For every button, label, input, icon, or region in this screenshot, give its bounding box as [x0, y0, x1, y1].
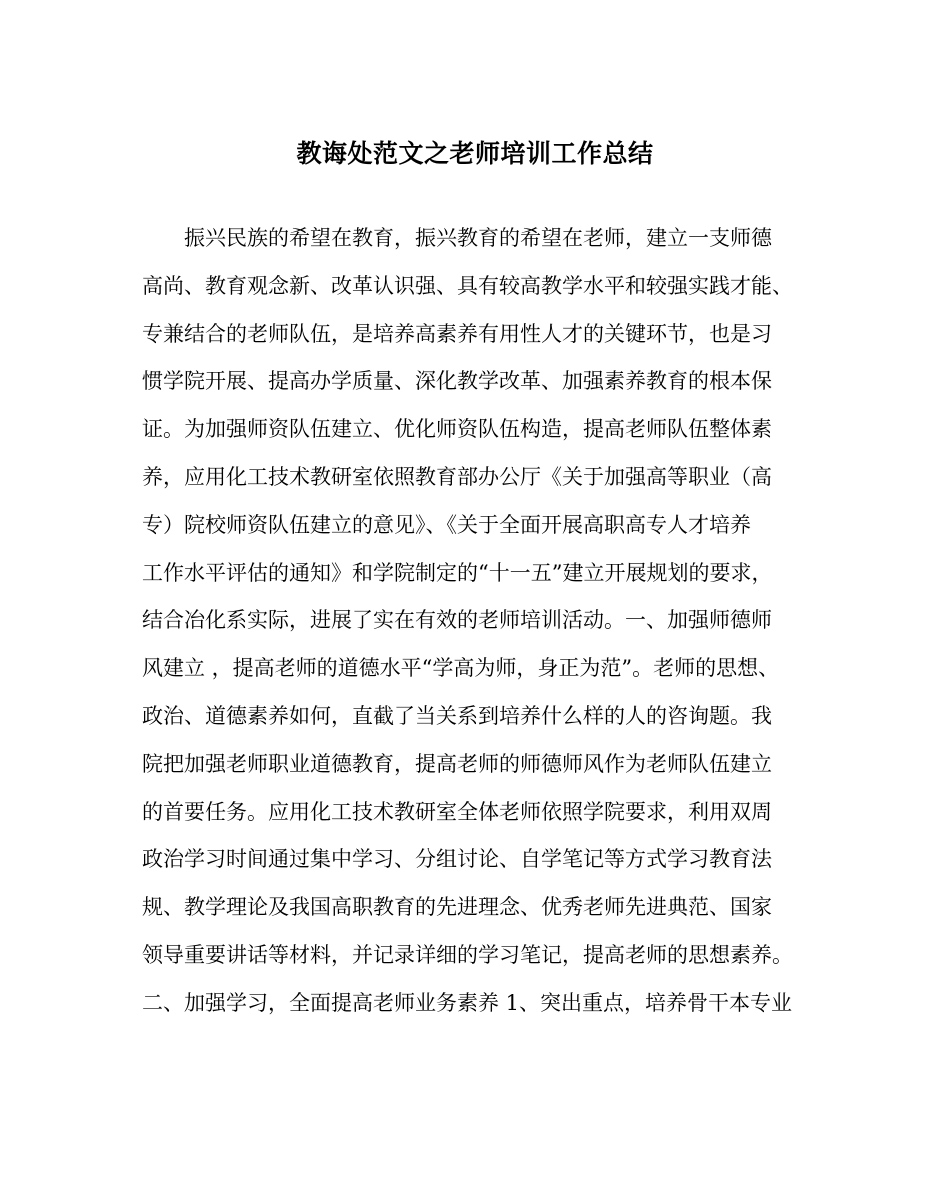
- text-line: 二、加强学习，全面提高老师业务素养 1、突出重点，培养骨干本专业: [142, 990, 793, 1015]
- text-line: 结合冶化系实际，进展了实在有效的老师培训活动。一、加强师德师: [142, 608, 772, 633]
- text-line: 养，应用化工技术教研室依照教育部办公厅《关于加强高等职业（高: [142, 464, 772, 489]
- text-line: 工作水平评估的通知》和学院制定的“十一五”建立开展规划的要求，: [142, 560, 773, 585]
- text-line: 政治学习时间通过集中学习、分组讨论、自学笔记等方式学习教育法: [142, 847, 772, 872]
- text-line: 政治、道德素养如何，直截了当关系到培养什么样的人的咨询题。我: [142, 703, 772, 728]
- text-line: 领导重要讲话等材料，并记录详细的学习笔记，提高老师的思想素养。: [142, 942, 793, 967]
- text-line: 院把加强老师职业道德教育，提高老师的师德师风作为老师队伍建立: [142, 751, 772, 776]
- text-line: 惯学院开展、提高办学质量、深化教学改革、加强素养教育的根本保: [142, 369, 772, 394]
- text-line: 专兼结合的老师队伍，是培养高素养有用性人才的关键环节，也是习: [142, 321, 772, 346]
- document-title: 教诲处范文之老师培训工作总结: [296, 139, 654, 168]
- text-line: 证。为加强师资队伍建立、优化师资队伍构造，提高老师队伍整体素: [142, 417, 772, 442]
- text-line: 专）院校师资队伍建立的意见》、《关于全面开展高职高专人才培养: [142, 512, 751, 537]
- document-body: [142, 218, 842, 1031]
- text-line: 的首要任务。应用化工技术教研室全体老师依照学院要求，利用双周: [142, 799, 772, 824]
- text-line: 风建立 ，提高老师的道德水平“学高为师，身正为范”。老师的思想、: [142, 656, 780, 681]
- text-line: 规、教学理论及我国高职教育的先进理念、优秀老师先进典范、国家: [142, 895, 772, 920]
- text-line: 振兴民族的希望在教育，振兴教育的希望在老师，建立一支师德: [184, 226, 772, 250]
- text-line: 高尚、教育观念新、改革认识强、具有较高教学水平和较强实践才能、: [142, 273, 793, 298]
